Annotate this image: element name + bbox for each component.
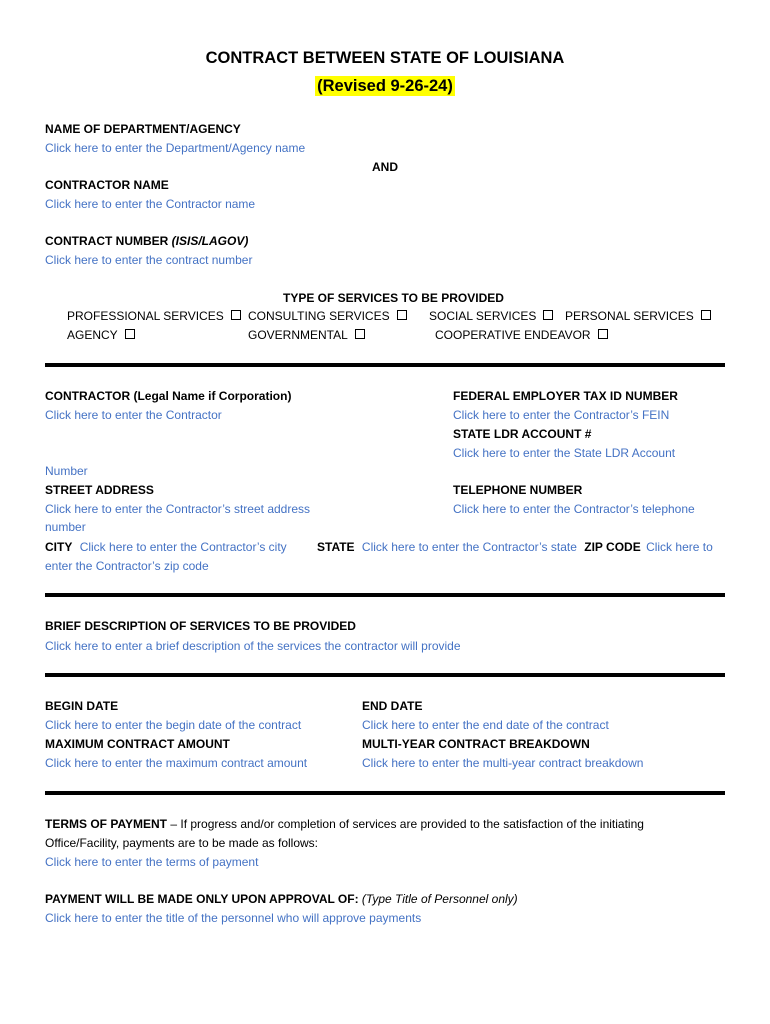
ldr-label: STATE LDR ACCOUNT # [453,427,592,441]
option-cooperative-endeavor[interactable] [435,328,608,343]
telephone-label: TELEPHONE NUMBER [453,483,583,497]
checkbox-icon[interactable] [543,310,553,320]
terms-paragraph [45,817,644,832]
terms-input[interactable]: Click here to enter the terms of payment [45,855,259,869]
fein-input[interactable]: Click here to enter the Contractor’s FEIN [453,408,670,422]
approval-heading [45,892,518,907]
and-text: AND [372,160,398,174]
contractor-legal-input[interactable]: Click here to enter the Contractor [45,408,222,422]
end-date-input[interactable]: Click here to enter the end date of the contract [362,718,609,732]
checkbox-icon[interactable] [397,310,407,320]
contractor-name-label: CONTRACTOR NAME [45,178,169,192]
state-zip-row [317,540,713,555]
ldr-input[interactable]: Click here to enter the State LDR Account [453,446,676,460]
section-divider [45,593,725,597]
checkbox-icon[interactable] [231,310,241,320]
contractor-name-input[interactable]: Click here to enter the Contractor name [45,197,256,211]
state-label: STATE [317,540,355,554]
services-type-heading: TYPE OF SERVICES TO BE PROVIDED [283,291,504,305]
multi-year-input[interactable]: Click here to enter the multi-year contract breakdown [362,756,644,770]
description-input[interactable]: Click here to enter a brief description of the services the contractor will provide [45,639,461,653]
contractor-legal-label: CONTRACTOR (Legal Name if Corporation) [45,389,292,403]
option-consulting-services[interactable] [248,309,407,324]
city-label: CITY [45,540,73,554]
option-label: PROFESSIONAL SERVICES [67,309,224,323]
checkbox-icon[interactable] [355,329,365,339]
checkbox-icon[interactable] [701,310,711,320]
street-label: STREET ADDRESS [45,483,154,497]
option-label: GOVERNMENTAL [248,328,348,342]
multi-year-label: MULTI-YEAR CONTRACT BREAKDOWN [362,737,590,751]
zip-input[interactable]: Click here to [646,540,713,554]
contract-number-label [45,234,248,249]
contract-number-label-italic: (ISIS/LAGOV) [171,234,249,248]
section-divider [45,791,725,795]
option-label: AGENCY [67,328,118,342]
max-amount-label: MAXIMUM CONTRACT AMOUNT [45,737,230,751]
max-amount-input[interactable]: Click here to enter the maximum contract amount [45,756,308,770]
terms-text: – If progress and/or completion of services are provided to the satisfaction of the initiating [167,817,644,831]
checkbox-icon[interactable] [125,329,135,339]
city-state-zip-row [45,540,287,555]
revision-label: (Revised 9-26-24) [317,77,453,95]
contract-number-input[interactable]: Click here to enter the contract number [45,253,253,267]
option-label: SOCIAL SERVICES [429,309,537,323]
option-professional-services[interactable] [67,309,241,324]
ldr-input-continued[interactable]: Number [45,464,88,478]
description-label: BRIEF DESCRIPTION OF SERVICES TO BE PROVIDED [45,619,356,633]
option-agency[interactable] [67,328,135,343]
approval-input[interactable]: Click here to enter the title of the personnel who will approve payments [45,911,422,925]
approval-label-italic: (Type Title of Personnel only) [358,892,518,906]
street-input-continued[interactable]: number [45,520,86,534]
department-label: NAME OF DEPARTMENT/AGENCY [45,122,241,136]
option-social-services[interactable] [429,309,553,324]
telephone-input[interactable]: Click here to enter the Contractor’s telephone [453,502,695,516]
zip-label: ZIP CODE [584,540,641,554]
option-label: CONSULTING SERVICES [248,309,390,323]
terms-text-continued: Office/Facility, payments are to be made as follows: [45,836,319,850]
checkbox-icon[interactable] [598,329,608,339]
begin-date-input[interactable]: Click here to enter the begin date of the contract [45,718,302,732]
document-title: CONTRACT BETWEEN STATE OF LOUISIANA [205,49,565,67]
approval-label: PAYMENT WILL BE MADE ONLY UPON APPROVAL OF: [45,892,359,906]
street-input[interactable]: Click here to enter the Contractor’s street address [45,502,311,516]
begin-date-label: BEGIN DATE [45,699,119,713]
city-input[interactable]: Click here to enter the Contractor’s city [79,540,287,554]
fein-label: FEDERAL EMPLOYER TAX ID NUMBER [453,389,678,403]
option-label: COOPERATIVE ENDEAVOR [435,328,591,342]
state-input[interactable]: Click here to enter the Contractor’s state [361,540,577,554]
end-date-label: END DATE [362,699,423,713]
option-label: PERSONAL SERVICES [565,309,694,323]
option-personal-services[interactable] [565,309,711,324]
contract-number-label-text: CONTRACT NUMBER [45,234,172,248]
revision-wrap [0,76,770,96]
terms-label: TERMS OF PAYMENT [45,817,168,831]
section-divider [45,673,725,677]
department-input[interactable]: Click here to enter the Department/Agency name [45,141,306,155]
zip-input-continued[interactable]: enter the Contractor’s zip code [45,559,209,573]
section-divider [45,363,725,367]
option-governmental[interactable] [248,328,365,343]
